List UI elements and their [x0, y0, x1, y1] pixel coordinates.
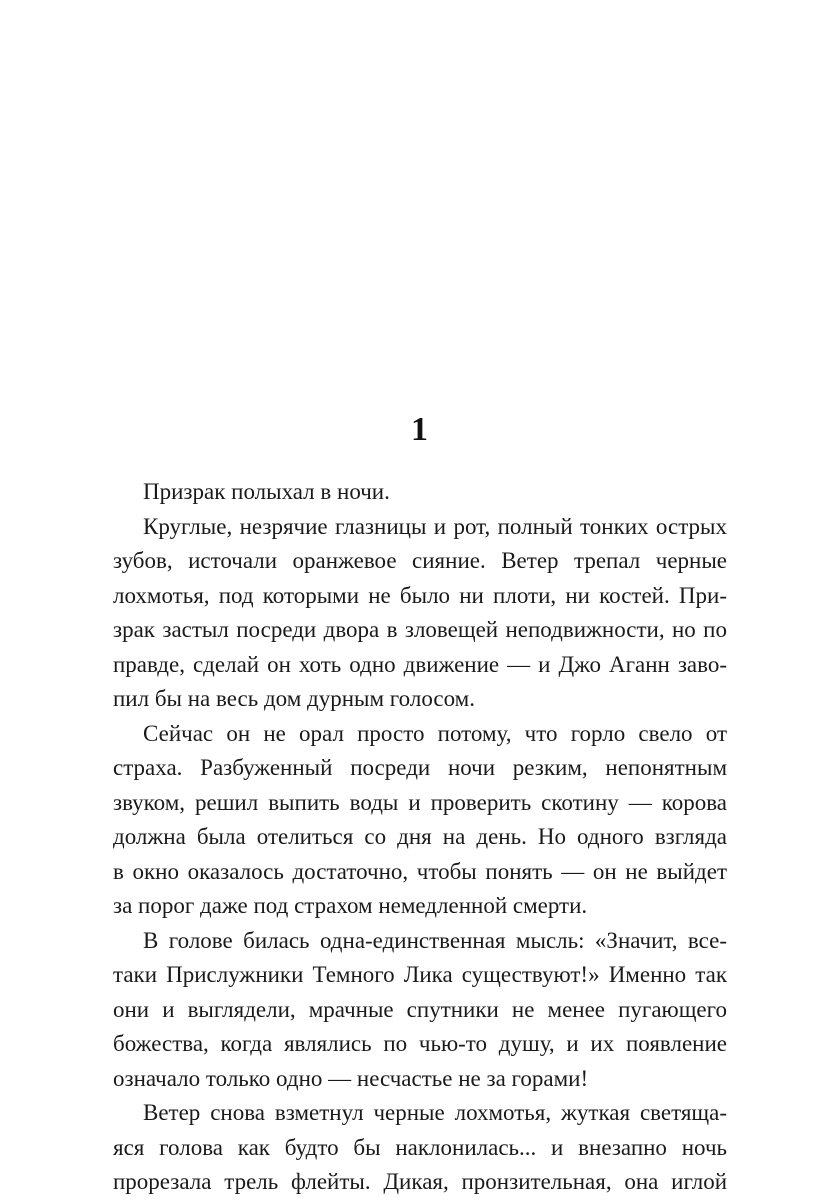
- text-line: зубов, источали оранжевое сияние. Ветер трепал черные: [113, 548, 727, 573]
- chapter-text: [113, 475, 727, 1200]
- text-line: должна была отелиться со дня на день. Но одного взгляда: [113, 824, 727, 849]
- text-line: означало только одно — несчастье не за горами!: [113, 1065, 589, 1091]
- text-line: Круглые, незрячие глазницы и рот, полный тонких острых: [143, 513, 727, 539]
- text-line: прорезала трель флейты. Дикая, пронзительная, она иглой: [113, 1169, 727, 1194]
- text-line: яся голова как будто бы наклонилась... и внезапно ночь: [113, 1134, 727, 1160]
- text-line: божества, когда являлись по чью-то душу, и их появление: [113, 1031, 727, 1056]
- text-line: звуком, решил выпить воды и проверить скотину — корова: [113, 789, 727, 815]
- text-line: страха. Разбуженный посреди ночи резким, непонятным: [113, 755, 727, 780]
- text-line: за порог даже под страхом немедленной смерти.: [113, 893, 588, 918]
- text-line: зрак застыл посреди двора в зловещей неподвижности, но по: [113, 617, 727, 642]
- text-line: в окно оказалось достаточно, чтобы понять — он не выйдет: [113, 858, 727, 884]
- text-line: Ветер снова взметнул черные лохмотья, жуткая светяща-: [143, 1100, 727, 1125]
- text-line: Сейчас он не орал просто потому, что горло свело от: [143, 720, 727, 746]
- text-line: В голове билась одна-единственная мысль: «Значит, все-: [143, 927, 727, 953]
- chapter-number: 1: [411, 411, 428, 448]
- text-line: они и выглядели, мрачные спутники не менее пугающего: [113, 996, 727, 1022]
- text-line: пил бы на весь дом дурным голосом.: [113, 686, 475, 711]
- text-line: лохмотья, под которыми не было ни плоти, ни костей. При-: [113, 582, 727, 608]
- text-line: Призрак полыхал в ночи.: [143, 479, 390, 504]
- text-line: правде, сделай он хоть одно движение — и Джо Аганн заво-: [113, 651, 727, 677]
- text-line: таки Прислужники Темного Лика существуют!» Именно так: [113, 962, 727, 987]
